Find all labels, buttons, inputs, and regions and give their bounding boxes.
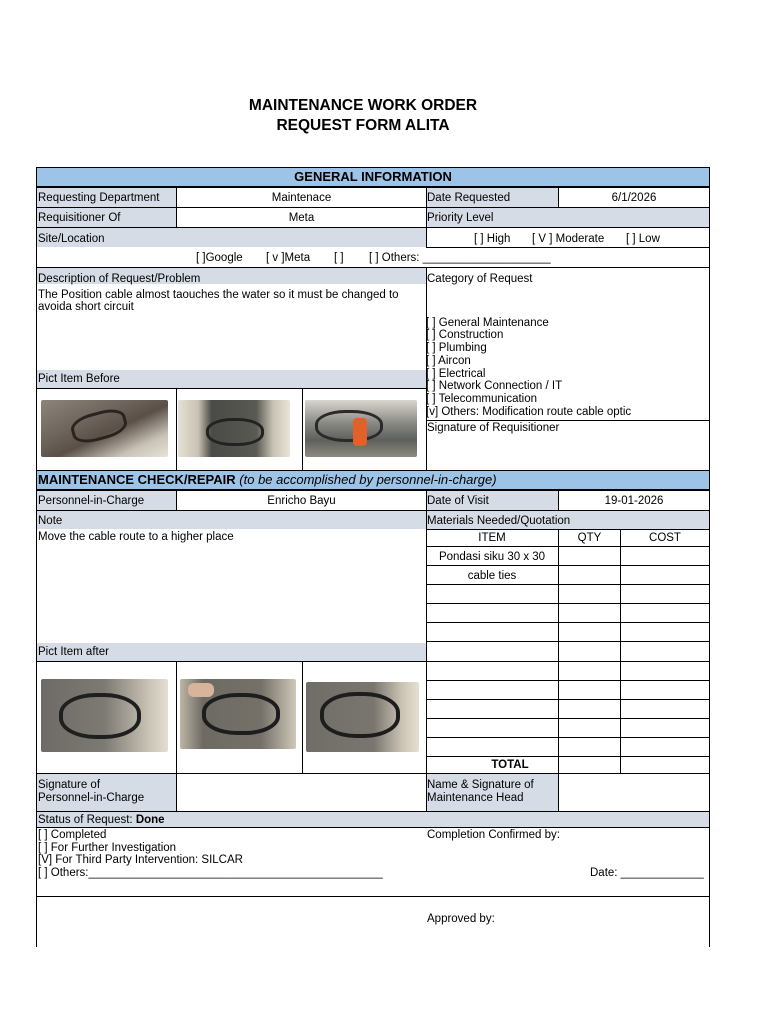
status-option-third-party[interactable]: [V] For Third Party Intervention: SILCAR (38, 854, 243, 866)
date-visit-value: 19-01-2026 (604, 495, 664, 507)
photo-before-3 (305, 400, 417, 457)
maintenance-title: MAINTENANCE CHECK/REPAIR (38, 472, 236, 487)
category-option-network[interactable]: [ ] Network Connection / IT (426, 380, 563, 392)
rule (426, 584, 709, 585)
requesting-department-value: Maintenace (271, 192, 332, 204)
rule (426, 420, 709, 421)
priority-moderate-checkbox[interactable]: [ V ] Moderate (532, 233, 605, 245)
status-label: Status of Request: (38, 814, 133, 826)
rule (558, 529, 559, 773)
photo-before-2 (178, 400, 290, 457)
requisitioner-label: Requisitioner Of (38, 212, 121, 224)
photo-after-1 (41, 679, 168, 752)
rule (426, 247, 709, 248)
rule (426, 187, 427, 227)
form-title-line1: MAINTENANCE WORK ORDER (248, 97, 478, 114)
approved-by-label: Approved by: (427, 913, 495, 925)
rule (37, 773, 709, 774)
site-google-checkbox[interactable]: [ ]Google (196, 252, 243, 264)
rule (620, 529, 621, 773)
col-cost-header: COST (649, 532, 681, 544)
rule (176, 490, 177, 510)
personnel-label: Personnel-in-Charge (38, 495, 145, 507)
rule (426, 546, 709, 547)
rule (37, 490, 709, 491)
maintenance-header (37, 470, 709, 490)
rule (558, 773, 559, 811)
status-value: Done (135, 814, 165, 826)
rule (426, 641, 709, 642)
rule (37, 661, 426, 662)
priority-high-checkbox[interactable]: [ ] High (474, 233, 511, 245)
rule (176, 388, 177, 470)
rule (37, 510, 709, 511)
col-item-header: ITEM (478, 532, 506, 544)
label-cell (37, 511, 426, 529)
general-info-header (37, 167, 709, 187)
rule (558, 490, 559, 510)
signature-personnel-label-line2: Personnel-in-Charge (38, 792, 145, 804)
category-option-others[interactable]: [v] Others: Modification route cable optic (426, 406, 632, 418)
category-option-aircon[interactable]: [ ] Aircon (426, 355, 471, 367)
description-label: Description of Request/Problem (38, 273, 201, 285)
photo-before-1 (41, 400, 168, 457)
site-others-field[interactable]: [ ] Others: ____________________ (369, 252, 551, 264)
requisitioner-value: Meta (288, 212, 315, 224)
status-option-investigation[interactable]: [ ] For Further Investigation (38, 842, 177, 854)
total-label: TOTAL (491, 759, 529, 771)
general-info-title: GENERAL INFORMATION (294, 169, 452, 184)
rule (426, 267, 427, 470)
signature-personnel-label-line1: Signature of (38, 779, 101, 791)
rule (302, 661, 303, 773)
rule (302, 388, 303, 470)
description-text-line1: The Position cable almost taouches the water so it must be changed to (38, 289, 399, 301)
pict-after-label: Pict Item after (38, 646, 109, 658)
personnel-value: Enricho Bayu (267, 495, 336, 507)
rule (37, 187, 709, 188)
rule (37, 896, 709, 897)
maintenance-form (36, 167, 710, 947)
date-field[interactable]: Date: _____________ (590, 867, 704, 879)
rule (426, 699, 709, 700)
form-title-line2: REQUEST FORM ALITA (276, 117, 450, 134)
rule (426, 718, 709, 719)
maintenance-subtitle: (to be accomplished by personnel-in-charge) (239, 472, 497, 487)
rule (37, 207, 709, 208)
rule (426, 490, 427, 811)
rule (426, 227, 427, 247)
rule (176, 187, 177, 227)
rule (37, 227, 709, 228)
photo-after-2 (180, 679, 296, 749)
status-option-others[interactable]: [ ] Others:______________________________________________ (38, 867, 383, 879)
date-requested-value: 6/1/2026 (611, 192, 657, 204)
site-meta-checkbox[interactable]: [ v ]Meta (266, 252, 311, 264)
rule (426, 622, 709, 623)
rule (37, 388, 426, 389)
col-qty-header: QTY (577, 532, 602, 544)
priority-low-checkbox[interactable]: [ ] Low (626, 233, 660, 245)
note-label: Note (38, 515, 63, 527)
description-text-line2: avoida short circuit (38, 301, 134, 313)
site-blank-checkbox[interactable]: [ ] (334, 252, 344, 264)
rule (426, 680, 709, 681)
material-item: Pondasi siku 30 x 30 (438, 551, 546, 563)
pict-before-label: Pict Item Before (38, 373, 120, 385)
rule (426, 737, 709, 738)
status-option-completed[interactable]: [ ] Completed (38, 829, 107, 841)
photo-after-3 (306, 682, 419, 752)
maintenance-head-label-line1: Name & Signature of (427, 779, 534, 791)
category-option-construction[interactable]: [ ] Construction (426, 329, 504, 341)
category-option-general[interactable]: [ ] General Maintenance (426, 317, 549, 329)
rule (558, 187, 559, 207)
signature-requisitioner-label: Signature of Requisitioner (427, 422, 560, 434)
category-label: Category of Request (427, 273, 533, 285)
rule (426, 756, 709, 757)
rule (37, 811, 709, 812)
maintenance-head-label-line2: Maintenance Head (427, 792, 524, 804)
completion-confirmed-label: Completion Confirmed by: (427, 829, 560, 841)
material-item: cable ties (467, 570, 517, 582)
requesting-department-label: Requesting Department (38, 192, 160, 204)
rule (37, 267, 709, 268)
category-option-plumbing[interactable]: [ ] Plumbing (426, 342, 487, 354)
rule (426, 565, 709, 566)
rule (426, 603, 709, 604)
materials-label: Materials Needed/Quotation (427, 515, 571, 527)
priority-level-label: Priority Level (427, 212, 494, 224)
note-value: Move the cable route to a higher place (38, 531, 234, 543)
date-requested-label: Date Requested (427, 192, 511, 204)
rule (37, 827, 709, 828)
rule (426, 529, 709, 530)
category-option-electrical[interactable]: [ ] Electrical (426, 368, 486, 380)
date-visit-label: Date of Visit (427, 495, 489, 507)
category-option-telecom[interactable]: [ ] Telecommunication (426, 393, 538, 405)
site-location-label: Site/Location (38, 233, 105, 245)
rule (176, 661, 177, 811)
rule (426, 661, 709, 662)
